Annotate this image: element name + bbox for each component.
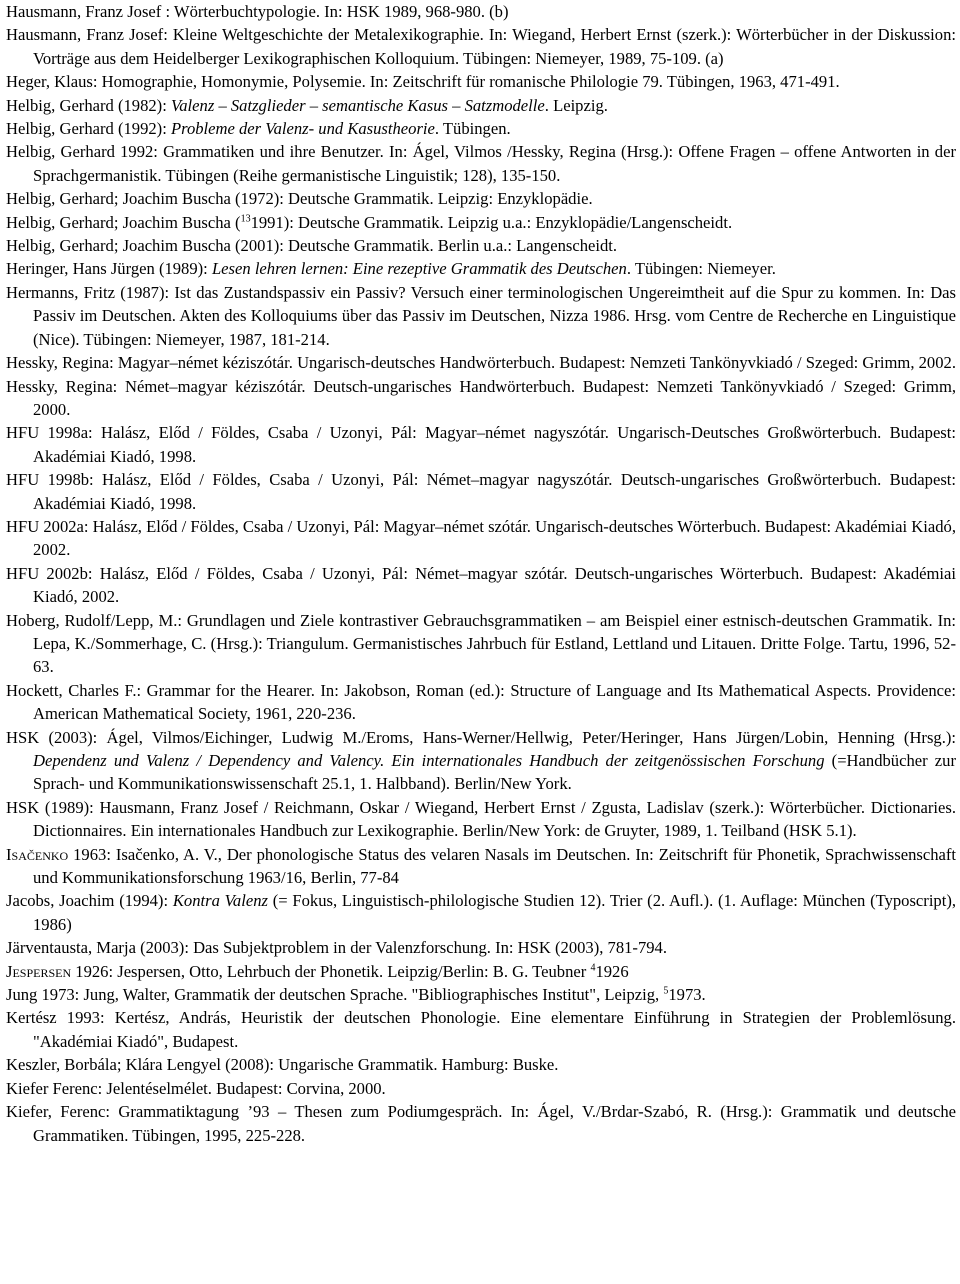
entry-text: Heger, Klaus: Homographie, Homonymie, Polysemie. In: Zeitschrift für romanische Philologie 79. Tübingen, 1963, 471-491.: [6, 72, 840, 92]
entry-text: Hockett, Charles F.: Grammar for the Hearer. In: Jakobson, Roman (ed.): Structure of Language and Its Mathematical Aspects. Providence: American Mathematical Society, 1961, 220-236.: [6, 680, 956, 724]
entry-text: 1926: Jespersen, Otto, Lehrbuch der Phonetik. Leipzig/Berlin: B. G. Teubner: [71, 961, 591, 981]
entry-text: Isačenko: [6, 844, 69, 864]
bibliography-entry: [6, 983, 956, 1006]
entry-text: Kertész 1993: Kertész, András, Heuristik der deutschen Phonologie. Eine elementare Einführung in Strategien der Problemlösung. "Akadémiai Kiadó", Budapest.: [6, 1008, 956, 1051]
entry-text: Heringer, Hans Jürgen (1989):: [6, 259, 212, 279]
bibliography-entry: [6, 1053, 956, 1076]
entry-text: HSK (2003): Ágel, Vilmos/Eichinger, Ludwig M./Eroms, Hans-Werner/Hellwig, Peter/Heringer, Hans Jürgen/Lobin, Henning (Hrsg.):: [6, 727, 956, 747]
entry-text: 1963: Isačenko, A. V., Der phonologische Status des velaren Nasals im Deutschen. In: Zeitschrift für Phonetik, Sprachwissenschaft und Kommunikationsforschung 1963/16, Berlin, 77-84: [33, 844, 956, 888]
bibliography-entry: [6, 726, 956, 796]
bibliography-entry: [6, 562, 956, 609]
bibliography-entry: [6, 187, 956, 210]
bibliography-entry: [6, 211, 956, 234]
bibliography-entry: [6, 609, 956, 679]
bibliography-entry: [6, 140, 956, 187]
entry-text: Hermanns, Fritz (1987): Ist das Zustandspassiv ein Passiv? Versuch einer terminologischen Ungereimtheit auf die Spur zu kommen. In: Das Passiv im Deutschen. Akten des Kolloquiums über das Passiv im Deutschen, Nizza 1986. Hrsg. vom Centre de Recherche en Linguistique (Nice). Tübingen: Niemeyer, 1987, 181-214.: [6, 282, 956, 349]
bibliography-entry: [6, 23, 956, 70]
bibliography-entry: [6, 70, 956, 93]
bibliography-entry: [6, 889, 956, 936]
entry-title-italic: Dependenz und Valenz / Dependency and Valency. Ein internationales Handbuch der zeitgenössischen Forschung: [33, 751, 825, 770]
bibliography-entry: [6, 94, 956, 117]
bibliography-entry: [6, 1100, 956, 1147]
entry-text: HFU 1998a: Halász, Előd / Földes, Csaba / Uzonyi, Pál: Magyar–német nagyszótár. Ungarisch-Deutsches Großwörterbuch. Budapest: Akadémiai Kiadó, 1998.: [6, 423, 956, 466]
entry-text: Järventausta, Marja (2003): Das Subjektproblem in der Valenzforschung. In: HSK (2003), 781-794.: [6, 938, 667, 958]
entry-text: Jung 1973: Jung, Walter, Grammatik der deutschen Sprache. "Bibliographisches Institut", Leipzig,: [6, 985, 664, 1005]
entry-title-italic: Valenz – Satzglieder – semantische Kasus – Satzmodelle: [170, 95, 545, 115]
entry-text: . Tübingen: Niemeyer.: [626, 259, 776, 279]
entry-text: (= Fokus, Linguistisch-philologische Studien 12). Trier (2. Aufl.). (1. Auflage: München (Typoscript), 1986): [33, 891, 957, 934]
bibliography-entry: [6, 468, 956, 515]
bibliography-entry: [6, 1006, 956, 1053]
entry-text: 1973.: [668, 985, 706, 1005]
entry-text: Kiefer, Ferenc: Grammatiktagung ’93 – Thesen zum Podiumgespräch. In: Ágel, V./Brdar-Szabó, R. (Hrsg.): Grammatik und deutsche Grammatiken. Tübingen, 1995, 225-228.: [6, 1102, 956, 1145]
bibliography-entry: [6, 960, 956, 983]
entry-text: Helbig, Gerhard (1982):: [6, 95, 171, 115]
entry-text: Helbig, Gerhard; Joachim Buscha (: [6, 212, 241, 232]
bibliography-entry: [6, 796, 956, 843]
entry-text: HFU 1998b: Halász, Előd / Földes, Csaba / Uzonyi, Pál: Német–magyar nagyszótár. Deutsch-ungarisches Großwörterbuch. Budapest: Akadémiai Kiadó, 1998.: [6, 470, 956, 513]
bibliography-entry: [6, 679, 956, 726]
entry-title-italic: Lesen lehren lernen: Eine rezeptive Grammatik des Deutschen: [211, 259, 627, 279]
entry-text: Jespersen: [6, 961, 72, 981]
entry-text: 1991): Deutsche Grammatik. Leipzig u.a.: Enzyklopädie/Langenscheidt.: [250, 212, 733, 232]
entry-text: Helbig, Gerhard; Joachim Buscha (2001): Deutsche Grammatik. Berlin u.a.: Langenscheidt.: [6, 236, 618, 256]
edition-superscript: 5: [663, 985, 669, 997]
bibliography-entry: [6, 234, 956, 257]
bibliography-entry: [6, 843, 956, 890]
bibliography-entry: [6, 375, 956, 422]
entry-text: Hausmann, Franz Josef: Kleine Weltgeschichte der Metalexikographie. In: Wiegand, Herbert Ernst (szerk.): Wörterbücher in der Diskussion: Vorträge aus dem Heidelberger Lexikographischen Kolloquium. Tübingen: Niemeyer, 1989, 75-109. (a): [6, 25, 956, 68]
entry-title-italic: Kontra Valenz: [172, 891, 268, 911]
bibliography-entry: [6, 0, 956, 23]
entry-text: Helbig, Gerhard 1992: Grammatiken und ihre Benutzer. In: Ágel, Vilmos /Hessky, Regina (Hrsg.): Offene Fragen – offene Antworten in der Sprachgermanistik. Tübingen (Reihe germanistische Linguistik; 128), 135-150.: [6, 142, 956, 185]
entry-text: (=Handbücher zur Sprach- und Kommunikationswissenschaft 25.1, 1. Halbband). Berlin/New York.: [33, 751, 956, 794]
entry-text: Keszler, Borbála; Klára Lengyel (2008): Ungarische Grammatik. Hamburg: Buske.: [6, 1055, 559, 1075]
entry-title-italic: Probleme der Valenz- und Kasustheorie: [170, 119, 435, 139]
entry-text: Helbig, Gerhard (1992):: [6, 119, 171, 139]
entry-text: Jacobs, Joachim (1994):: [6, 891, 173, 911]
entry-text: . Tübingen.: [434, 119, 511, 139]
entry-text: Hoberg, Rudolf/Lepp, M.: Grundlagen und Ziele kontrastiver Gebrauchsgrammatiken – am Beispiel einer estnisch-deutschen Grammatik. In: Lepa, K./Sommerhage, C. (Hrsg.): Triangulum. Germanistisches Jahrbuch für Estland, Lettland und Litauen. Dritte Folge. Tartu, 1996, 52-63.: [6, 610, 956, 677]
entry-text: . Leipzig.: [544, 95, 608, 115]
entry-text: 1926: [595, 961, 629, 981]
bibliography-entry: [6, 257, 956, 280]
bibliography-entry: [6, 515, 956, 562]
entry-text: Hessky, Regina: Magyar–német kéziszótár. Ungarisch-deutsches Handwörterbuch. Budapest: Nemzeti Tankönyvkiadó / Szeged: Grimm, 2002.: [6, 353, 956, 373]
entry-text: Hessky, Regina: Német–magyar kéziszótár. Deutsch-ungarisches Handwörterbuch. Budapest: Nemzeti Tankönyvkiadó / Szeged: Grimm, 2000.: [6, 376, 956, 419]
edition-superscript: 13: [240, 213, 251, 225]
bibliography-entry: [6, 351, 956, 374]
bibliography-entry: [6, 936, 956, 959]
entry-text: Helbig, Gerhard; Joachim Buscha (1972): Deutsche Grammatik. Leipzig: Enzyklopädie.: [6, 189, 593, 209]
entry-text: HFU 2002b: Halász, Előd / Földes, Csaba / Uzonyi, Pál: Német–magyar szótár. Deutsch-ungarisches Wörterbuch. Budapest: Akadémiai Kiadó, 2002.: [6, 563, 956, 607]
bibliography-entry: [6, 281, 956, 351]
edition-superscript: 4: [590, 962, 596, 974]
bibliography-entry: [6, 117, 956, 140]
bibliography-entry: [6, 1077, 956, 1100]
bibliography-entry: [6, 421, 956, 468]
entry-text: HSK (1989): Hausmann, Franz Josef / Reichmann, Oskar / Wiegand, Herbert Ernst / Zgusta, Ladislav (szerk.): Wörterbücher. Dictionaries. Dictionnaires. Ein internationales Handbuch zur Lexikographie. Berlin/New York: de Gruyter, 1989, 1. Teilband (HSK 5.1).: [6, 797, 956, 841]
entry-text: Kiefer Ferenc: Jelentéselmélet. Budapest: Corvina, 2000.: [6, 1078, 386, 1098]
entry-text: Hausmann, Franz Josef : Wörterbuchtypologie. In: HSK 1989, 968-980. (b): [6, 2, 509, 21]
entry-text: HFU 2002a: Halász, Előd / Földes, Csaba / Uzonyi, Pál: Magyar–német szótár. Ungarisch-deutsches Wörterbuch. Budapest: Akadémiai Kiadó, 2002.: [6, 516, 956, 560]
